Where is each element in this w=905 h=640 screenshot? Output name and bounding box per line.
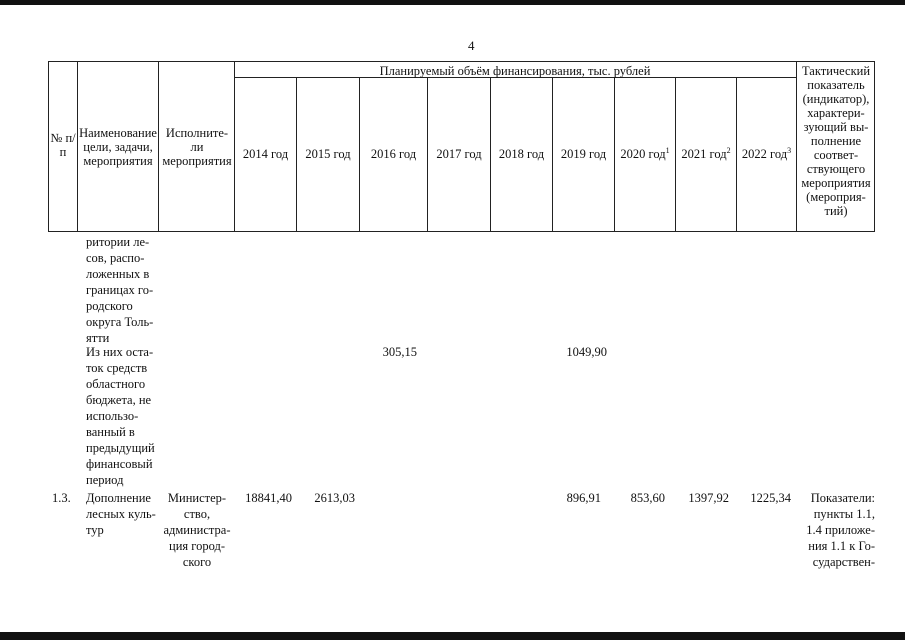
row-2020-value: 853,60 [630, 491, 665, 505]
header-year-2017: 2017 год [436, 147, 482, 161]
header-year-2019: 2019 год [560, 147, 607, 161]
header-year-2016: 2016 год [370, 147, 417, 161]
col-border [48, 61, 49, 232]
header-financing: Планируемый объём финансирования, тыс. рублей [379, 64, 651, 78]
remainder-2016-value: 305,15 [382, 345, 417, 359]
header-num: № п/п [50, 131, 76, 159]
col-border [874, 61, 875, 232]
header-indicator: Тактический показатель (индикатор), характери- зующий вы- полнение соответ- ствующего мероприятия (мероприя- тий) [801, 64, 871, 218]
header-year-2022: 2022 год$^3$ [741, 145, 792, 161]
row-executor-cell: Министер- ство, администра- ция город- ского [163, 491, 231, 569]
row-2021-value: 1397,92 [688, 491, 729, 505]
header-year-2015: 2015 год [305, 147, 351, 161]
header-year-2020: 2020 год$^1$ [620, 145, 670, 161]
page-number: 4 [468, 38, 475, 53]
header-name: Наименование цели, задачи, мероприятия [79, 126, 157, 168]
row-2022-value: 1225,34 [750, 491, 791, 505]
table-top-line [48, 61, 875, 62]
top-border [0, 0, 905, 5]
row-2019-value: 896,91 [566, 491, 601, 505]
header-year-2021: 2021 год$^2$ [681, 145, 731, 161]
row-indicator-cell: Показатели: пункты 1.1, 1.4 приложе- ния 1.1 к Го- сударствен- [806, 491, 875, 569]
row-number: 1.3. [52, 491, 71, 505]
row-2014-value: 18841,40 [245, 491, 292, 505]
col-border [158, 61, 159, 232]
continued-name-cell: ритории ле- сов, распо- ложенных в границах го- родского округа Толь- ятти [86, 235, 154, 345]
header-year-2018: 2018 год [498, 147, 545, 161]
row-2015-value: 2613,03 [314, 491, 355, 505]
row-name-cell: Дополнение лесных куль- тур [86, 491, 156, 537]
remainder-2019-value: 1049,90 [566, 345, 607, 359]
remainder-name-cell: Из них остa- ток средств областного бюджета, не использо- ванный в предыдущий финансовый период [86, 345, 155, 487]
bottom-border [0, 632, 905, 640]
header-bottom-line [48, 231, 875, 232]
header-year-2014: 2014 год [242, 147, 289, 161]
header-executor: Исполните- ли мероприятия [162, 126, 232, 168]
col-border [796, 61, 797, 232]
